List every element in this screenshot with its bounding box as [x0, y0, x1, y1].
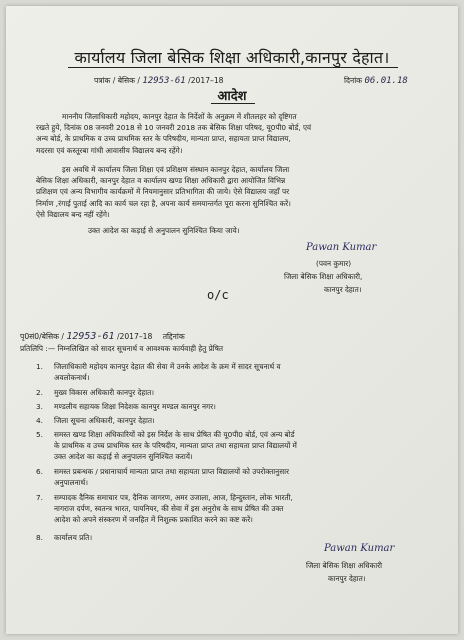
signatory-1-location: कानपुर देहात।	[324, 285, 362, 294]
signatory-1-designation: जिला बेसिक शिक्षा अधिकारी,	[284, 272, 363, 281]
order-heading: आदेश	[217, 89, 247, 104]
document-page	[6, 6, 458, 634]
copy-reference-line	[20, 331, 185, 342]
item-line: अनुपालनार्थ।	[54, 478, 88, 488]
signature-2-handwritten: Pawan Kumar	[324, 543, 395, 554]
reference-number: 12953-61	[142, 76, 186, 86]
item-line: नागराज दर्पण, स्वतन्त्र भारत, पायनियर, की सेवा में इस अनुरोध के साथ प्रेषित की उक्त	[54, 504, 284, 514]
signatory-2-location: कानपुर देहात।	[328, 574, 366, 583]
signatory-1-name: (पवन कुमार)	[316, 259, 352, 268]
item-number: 4.	[36, 416, 43, 425]
paragraph-line: निर्माण ,रंगाई पुताई आदि का कार्य चल रहा है, अपना कार्य समयान्तर्गत पूरा करना सुनिश्चित करें।	[36, 198, 291, 208]
item-number: 6.	[36, 467, 43, 476]
item-line: अवलोकनार्थ।	[54, 373, 90, 383]
signatory-2-designation: जिला बेसिक शिक्षा अधिकारी	[306, 561, 382, 570]
item-line: जिला सूचना अधिकारी, कानपुर देहात।	[54, 416, 155, 425]
item-line: कार्यालय प्रति।	[54, 533, 93, 542]
date-label: दिनांक	[344, 76, 363, 85]
order-paragraph-2	[36, 164, 436, 220]
paragraph-line: ऐसे विद्यालय बन्द नहीं रहेंगे।	[36, 209, 110, 219]
item-number: 8.	[36, 533, 43, 542]
title-underline	[68, 67, 398, 68]
copy-reference-prefix: पृ0सं0/बेसिक /	[20, 332, 64, 341]
date-line	[344, 76, 408, 86]
paragraph-line: रखते हुये, दिनांक 08 जनवरी 2018 से 10 जनवरी 2018 तक बेसिक शिक्षा परिषद, यू0पी0 बोर्ड, एवं	[36, 123, 312, 133]
heading-underline	[211, 103, 255, 104]
paragraph-line: इस अवधि में कार्यालय जिला शिक्षा एवं प्रशिक्षण संस्थान कानपुर देहात, कार्यालय जिला	[62, 165, 290, 174]
paragraph-line: बेसिक शिक्षा अधिकारी, कानपुर देहात व कार्यालय खण्ड शिक्षा अधिकारी द्वारा आयोजित विभिन्न	[36, 176, 286, 186]
copy-reference-year: /2017–18	[116, 332, 153, 341]
date-value: 06.01.18	[364, 76, 408, 86]
signature-1-handwritten: Pawan Kumar	[306, 242, 377, 253]
item-line: जिलाधिकारी महोदय कानपुर देहात की सेवा में उनके आदेश के क्रम में सादर सूचनार्थ व	[54, 362, 281, 371]
order-paragraph-1	[36, 111, 436, 156]
item-line: आदेश को अपने संस्करण में जनहित में निशुल्क प्रकाशित करने का कष्ट करें।	[54, 515, 253, 525]
item-line: समस्त प्रबन्धक / प्रधानाचार्य मान्यता प्राप्त तथा सहायता प्राप्त विद्यालयों को उपरोक्तानुसार	[54, 467, 290, 476]
item-line: मुख्य विकास अधिकारी कानपुर देहात।	[54, 388, 155, 397]
oc-handwritten-mark: o/c	[207, 288, 229, 302]
item-line: समस्त खण्ड शिक्षा अधिकारियों को इस निर्देश के साथ प्रेषित की यू0पी0 बोर्ड, एवं अन्य बोर्ड	[54, 430, 295, 439]
copy-reference-date: तद्दिनांक	[162, 332, 185, 341]
item-number: 2.	[36, 388, 43, 397]
item-line: उक्त आदेश का कड़ाई से अनुपालन सुनिश्चित करायें।	[54, 452, 193, 462]
paragraph-line: माननीय जिलाधिकारी महोदय, कानपुर देहात के निर्देशों के अनुक्रम में शीतलहर को दृष्टिगत	[62, 112, 297, 121]
item-number: 3.	[36, 402, 43, 411]
paragraph-line: मदरसा एवं कस्तूरबा गांधी आवासीय विद्यालय बन्द रहेंगे।	[36, 145, 183, 155]
item-line: के प्राथमिक व उच्च प्राथमिक स्तर के परिषदीय, मान्यता प्राप्त तथा सहायता प्राप्त विद्यालयों में	[54, 441, 297, 451]
item-number: 5.	[36, 430, 43, 439]
reference-prefix: पत्रांक / बेसिक /	[94, 76, 140, 85]
paragraph-line: अन्य बोर्ड, के प्राथमिक व उच्च प्राथमिक स्तर के परिषदीय, मान्यता प्राप्त, सहायता प्राप्त विद्यालय,	[36, 134, 291, 144]
reference-year: /2017–18	[188, 76, 224, 85]
order-paragraph-3: उक्त आदेश का कड़ाई से अनुपालन सुनिश्चित किया जाये।	[88, 226, 240, 235]
item-line: मण्डलीय सहायक शिक्षा निदेशक कानपुर मण्डल कानपुर नगर।	[54, 402, 216, 411]
reference-line	[94, 76, 223, 86]
office-title: कार्यालय जिला बेसिक शिक्षा अधिकारी,कानपुर देहात।	[74, 48, 390, 67]
item-number: 1.	[36, 362, 43, 371]
copy-intro: प्रतिलिपि :— निम्नलिखित को सादर सूचनार्थ व आवश्यक कार्यवाही हेतु प्रेषित	[20, 344, 224, 353]
item-line: सम्पादक दैनिक समाचार पत्र, दैनिक जागरण, अमर उजाला, आज, हिन्दुस्तान, लोक भारती,	[54, 493, 293, 502]
copy-reference-number: 12953-61	[66, 331, 115, 342]
paragraph-line: प्रशिक्षण एवं अन्य विभागीय कार्यक्रमों में नियमानुसार प्रतिभागिता की जाये। ऐसे विद्यालय जहाँ पर	[36, 187, 290, 197]
item-number: 7.	[36, 493, 43, 502]
